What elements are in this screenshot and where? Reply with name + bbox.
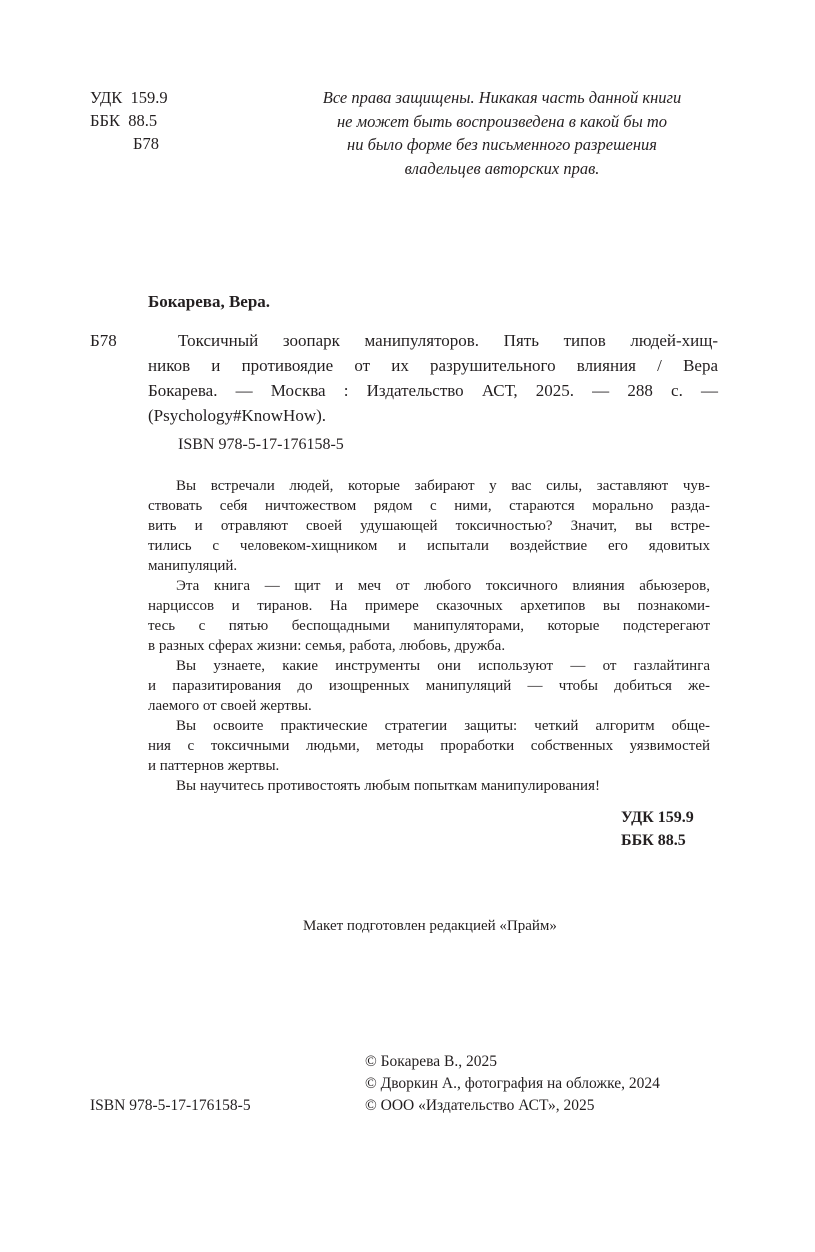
annotation-line: ствовать себя ничтожеством рядом с ними, стараются морально разда- [148,498,710,514]
rights-line: не может быть воспроизведена в какой бы то [336,111,668,131]
annotation-line: Эта книга — щит и меч от любого токсичного влияния абьюзеров, [176,578,710,594]
bib-line: Бокарева. — Москва : Издательство АСТ, 2025. — 288 с. — [148,381,718,400]
annotation-line: тились с человеком-хищником и испытали воздействие его ядовитых [148,538,710,554]
catalog-mark: Б78 [90,331,117,350]
copyright-line: © Дворкин А., фотография на обложке, 2024 [365,1075,660,1092]
rights-line: владельцев авторских прав. [404,158,600,178]
annotation-line: в разных сферах жизни: семья, работа, любовь, дружба. [148,638,506,654]
copyright-line: © Бокарева В., 2025 [365,1053,497,1070]
author-heading: Бокарева, Вера. [148,292,271,311]
annotation-line: Вы узнаете, какие инструменты они используют — от газлайтинга [176,658,710,674]
annotation-line: и паразитирования до изощренных манипуляций — чтобы добиться же- [148,678,710,694]
bbk-line [90,109,157,132]
annotation-line: Вы встречали людей, которые забирают у вас силы, заставляют чув- [176,478,710,494]
author-mark: Б78 [133,134,159,153]
copyright-line: © ООО «Издательство АСТ», 2025 [365,1097,595,1114]
annotation-line: и паттернов жертвы. [148,758,280,774]
udk-value: 159.9 [130,88,168,107]
annotation-line: вить и отравляют своей удушающей токсичностью? Значит, вы встре- [148,518,710,534]
isbn-line: ISBN 978-5-17-176158-5 [178,436,344,453]
annotation-line: нарциссов и тиранов. На примере сказочных архетипов вы познакоми- [148,598,710,614]
udk-label: УДК [90,88,123,107]
rights-line: ни было форме без письменного разрешения [347,135,657,154]
rights-notice [282,86,722,180]
annotation-line: лаемого от своей жертвы. [148,698,312,714]
bbk-value: 88.5 [128,111,158,130]
bib-line: (Psychology#KnowHow). [148,406,327,425]
bibliographic-description [148,328,718,428]
annotation-line: тесь с пятью беспощадными манипуляторами, которые подстерегают [148,618,710,634]
bib-line: ников и противоядие от их разрушительного влияния / Вера [148,356,718,375]
annotation-line: ния с токсичными людьми, методы проработки собственных уязвимостей [148,738,710,754]
udk-footer: УДК 159.9 [621,809,694,826]
udk-line [90,86,168,109]
annotation [148,476,710,796]
rights-line: Все права защищены. Никакая часть данной книги [322,88,682,107]
annotation-line: Вы научитесь противостоять любым попыткам манипулирования! [176,778,600,794]
isbn-bottom: ISBN 978-5-17-176158-5 [90,1097,251,1114]
bbk-label: ББК [90,111,120,130]
bbk-footer: ББК 88.5 [621,832,686,849]
annotation-line: Вы освоите практические стратегии защиты: четкий алгоритм обще- [176,718,710,734]
annotation-line: манипуляций. [148,558,238,574]
bib-line: Токсичный зоопарк манипуляторов. Пять типов людей-хищ- [178,331,718,350]
prepared-by: Макет подготовлен редакцией «Прайм» [303,918,557,934]
